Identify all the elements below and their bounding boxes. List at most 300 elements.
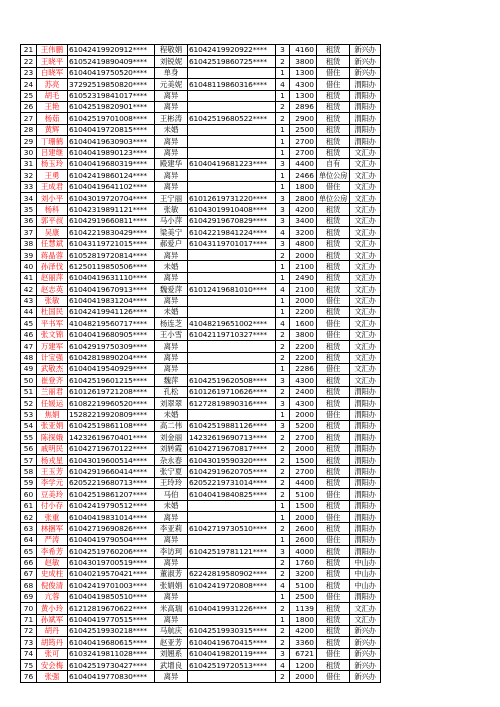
housing-type-cell: 租赁 <box>317 455 350 466</box>
amount-cell: 1300 <box>290 67 317 78</box>
applicant-name-cell: 苏亮 <box>37 79 68 90</box>
applicant-name-cell: 史成柱 <box>37 568 68 579</box>
row-number-cell: 55 <box>21 432 37 443</box>
spouse-name-cell: 刘翠翠 <box>155 398 188 409</box>
spouse-id-cell <box>188 181 276 192</box>
household-size-cell: 1 <box>276 363 290 374</box>
household-size-cell: 3 <box>276 648 290 659</box>
spouse-id-cell: 61043119701017**** <box>188 238 276 249</box>
spouse-id-cell: 61042219841224**** <box>188 227 276 238</box>
office-cell: 新兴办 <box>350 660 381 671</box>
spouse-id-cell: 61042119710327**** <box>188 329 276 340</box>
amount-cell: 4400 <box>290 477 317 488</box>
spouse-id-cell <box>188 534 276 545</box>
table-row <box>21 284 381 295</box>
housing-type-cell: 租赁 <box>317 215 350 226</box>
spouse-id-cell: 61043019910408**** <box>188 204 276 215</box>
office-cell: 渭阳办 <box>350 500 381 511</box>
spouse-name-cell: 离异 <box>155 272 188 283</box>
table-row <box>21 238 381 249</box>
applicant-name-cell: 王玉芳 <box>37 466 68 477</box>
applicant-id-cell: 61040419641102**** <box>68 181 155 192</box>
spouse-name-cell: 离异 <box>155 136 188 147</box>
office-cell: 渭阳办 <box>350 90 381 101</box>
table-row <box>21 329 381 340</box>
amount-cell: 4300 <box>290 398 317 409</box>
housing-type-cell: 借住 <box>317 591 350 602</box>
applicant-name-cell: 杨戎星 <box>37 455 68 466</box>
applicant-id-cell: 61052419890409**** <box>68 56 155 67</box>
row-number-cell: 67 <box>21 568 37 579</box>
housing-type-cell: 租赁 <box>317 580 350 591</box>
household-size-cell: 1 <box>276 147 290 158</box>
row-number-cell: 24 <box>21 79 37 90</box>
row-number-cell: 32 <box>21 170 37 181</box>
housing-type-cell: 租赁 <box>317 306 350 317</box>
applicant-id-cell: 14232619670401**** <box>68 432 155 443</box>
applicant-id-cell: 62052219680713**** <box>68 477 155 488</box>
applicant-id-cell: 61042519930218**** <box>68 625 155 636</box>
row-number-cell: 68 <box>21 580 37 591</box>
applicant-name-cell: 吴康 <box>37 227 68 238</box>
applicant-name-cell: 杨玉玲 <box>37 158 68 169</box>
spouse-name-cell: 离异 <box>155 534 188 545</box>
table-row <box>21 193 381 204</box>
amount-cell: 2700 <box>290 136 317 147</box>
spouse-name-cell: 刘锐妮 <box>155 56 188 67</box>
housing-type-cell: 租赁 <box>317 341 350 352</box>
spouse-name-cell: 离异 <box>155 147 188 158</box>
amount-cell: 1200 <box>290 660 317 671</box>
table-row <box>21 124 381 135</box>
household-size-cell: 4 <box>276 227 290 238</box>
household-size-cell: 2 <box>276 250 290 261</box>
row-number-cell: 36 <box>21 215 37 226</box>
office-cell: 渭阳办 <box>350 477 381 488</box>
office-cell: 新兴办 <box>350 625 381 636</box>
spouse-id-cell: 61042519620508**** <box>188 375 276 386</box>
applicant-name-cell: 孙斌军 <box>37 614 68 625</box>
applicant-id-cell: 61042519601215**** <box>68 375 155 386</box>
amount-cell: 2286 <box>290 363 317 374</box>
office-cell: 渭阳办 <box>350 124 381 135</box>
household-size-cell: 2 <box>276 637 290 648</box>
office-cell: 文汇办 <box>350 363 381 374</box>
applicant-id-cell: 41048219560717**** <box>68 318 155 329</box>
table-row <box>21 523 381 534</box>
row-number-cell: 65 <box>21 546 37 557</box>
spouse-id-cell: 61042919620705**** <box>188 466 276 477</box>
office-cell: 新兴办 <box>350 56 381 67</box>
housing-type-cell: 租赁 <box>317 398 350 409</box>
housing-type-cell: 借住 <box>317 534 350 545</box>
applicant-id-cell: 61042419860124**** <box>68 170 155 181</box>
table-row <box>21 534 381 545</box>
row-number-cell: 62 <box>21 512 37 523</box>
applicant-name-cell: 崔登齐 <box>37 375 68 386</box>
household-size-cell: 1 <box>276 90 290 101</box>
applicant-name-cell: 杜国民 <box>37 306 68 317</box>
applicant-name-cell: 白晓军 <box>37 67 68 78</box>
applicant-name-cell: 赵丽萍 <box>37 272 68 283</box>
office-cell: 渭阳办 <box>350 79 381 90</box>
housing-type-cell: 借住 <box>317 363 350 374</box>
applicant-name-cell: 赵敏 <box>37 557 68 568</box>
spouse-name-cell: 离异 <box>155 512 188 523</box>
housing-type-cell: 租赁 <box>317 546 350 557</box>
housing-type-cell: 租赁 <box>317 238 350 249</box>
spouse-id-cell <box>188 170 276 181</box>
household-size-cell: 1 <box>276 591 290 602</box>
table-row <box>21 466 381 477</box>
applicant-id-cell: 61040419631110**** <box>68 272 155 283</box>
applicant-name-cell: 兰丽君 <box>37 386 68 397</box>
spouse-name-cell: 离异 <box>155 295 188 306</box>
applicant-id-cell: 61042519820901**** <box>68 101 155 112</box>
office-cell: 文汇办 <box>350 261 381 272</box>
amount-cell: 2700 <box>290 147 317 158</box>
spouse-name-cell: 单身 <box>155 67 188 78</box>
applicant-name-cell: 胡筠丹 <box>37 637 68 648</box>
housing-applicant-table <box>20 44 381 683</box>
spouse-name-cell: 元美妮 <box>155 79 188 90</box>
row-number-cell: 73 <box>21 637 37 648</box>
spouse-id-cell: 61012619710626**** <box>188 386 276 397</box>
applicant-name-cell: 黄小玲 <box>37 603 68 614</box>
spouse-name-cell: 张宁夏 <box>155 466 188 477</box>
applicant-id-cell: 61042319891121**** <box>68 204 155 215</box>
applicant-id-cell: 61042919660811**** <box>68 215 155 226</box>
spouse-name-cell: 郝爱户 <box>155 238 188 249</box>
applicant-name-cell: 焦娟 <box>37 409 68 420</box>
housing-type-cell: 借住 <box>317 295 350 306</box>
spouse-id-cell <box>188 500 276 511</box>
applicant-id-cell: 61042219830429**** <box>68 227 155 238</box>
applicant-name-cell: 张重 <box>37 512 68 523</box>
applicant-name-cell: 张可 <box>37 648 68 659</box>
household-size-cell: 1 <box>276 409 290 420</box>
spouse-name-cell: 离异 <box>155 181 188 192</box>
housing-type-cell: 借住 <box>317 671 350 682</box>
table-row <box>21 386 381 397</box>
applicant-name-cell: 任慧斌 <box>37 238 68 249</box>
office-cell: 文汇办 <box>350 614 381 625</box>
table-row <box>21 591 381 602</box>
applicant-id-cell: 61040419720815**** <box>68 124 155 135</box>
row-number-cell: 57 <box>21 455 37 466</box>
row-number-cell: 45 <box>21 318 37 329</box>
spouse-id-cell <box>188 101 276 112</box>
row-number-cell: 42 <box>21 284 37 295</box>
table-row <box>21 432 381 443</box>
row-number-cell: 66 <box>21 557 37 568</box>
spouse-id-cell <box>188 272 276 283</box>
table-row <box>21 546 381 557</box>
spouse-name-cell: 王彬涛 <box>155 113 188 124</box>
spouse-name-cell: 刘转霞 <box>155 443 188 454</box>
housing-type-cell: 租赁 <box>317 603 350 614</box>
applicant-id-cell: 61082219960520**** <box>68 398 155 409</box>
household-size-cell: 2 <box>276 329 290 340</box>
household-size-cell: 1 <box>276 136 290 147</box>
spouse-id-cell: 61040419931226**** <box>188 603 276 614</box>
spouse-id-cell: 61272819890316**** <box>188 398 276 409</box>
household-size-cell: 2 <box>276 352 290 363</box>
household-size-cell: 1 <box>276 67 290 78</box>
housing-type-cell: 租赁 <box>317 124 350 135</box>
applicant-name-cell: 丁珊鹤 <box>37 136 68 147</box>
housing-type-cell: 租赁 <box>317 443 350 454</box>
housing-type-cell: 租赁 <box>317 625 350 636</box>
amount-cell: 2500 <box>290 124 317 135</box>
row-number-cell: 27 <box>21 113 37 124</box>
spouse-name-cell: 高二伟 <box>155 420 188 431</box>
row-number-cell: 44 <box>21 306 37 317</box>
spouse-name-cell: 魏爱萍 <box>155 284 188 295</box>
applicant-name-cell: 郭平叔 <box>37 215 68 226</box>
table-row <box>21 614 381 625</box>
table-row <box>21 580 381 591</box>
amount-cell: 3200 <box>290 227 317 238</box>
table-row <box>21 671 381 682</box>
table-row <box>21 489 381 500</box>
amount-cell: 4200 <box>290 204 317 215</box>
household-size-cell: 2 <box>276 671 290 682</box>
table-row <box>21 272 381 283</box>
office-cell: 新兴办 <box>350 45 381 56</box>
applicant-name-cell: 计宝强 <box>37 352 68 363</box>
applicant-id-cell: 61012619721208**** <box>68 386 155 397</box>
row-number-cell: 40 <box>21 261 37 272</box>
office-cell: 文汇办 <box>350 238 381 249</box>
applicant-id-cell: 61042519701008**** <box>68 113 155 124</box>
household-size-cell: 3 <box>276 45 290 56</box>
housing-type-cell: 借住 <box>317 489 350 500</box>
amount-cell: 5100 <box>290 580 317 591</box>
table-row <box>21 45 381 56</box>
office-cell: 文汇办 <box>350 375 381 386</box>
spouse-name-cell: 未婚 <box>155 261 188 272</box>
applicant-name-cell: 豆美玲 <box>37 489 68 500</box>
housing-type-cell: 租赁 <box>317 136 350 147</box>
household-size-cell: 2 <box>276 455 290 466</box>
table-row <box>21 648 381 659</box>
housing-type-cell: 租赁 <box>317 204 350 215</box>
spouse-id-cell: 61040419670415**** <box>188 637 276 648</box>
table-row <box>21 660 381 671</box>
spouse-id-cell <box>188 352 276 363</box>
office-cell: 渭阳办 <box>350 591 381 602</box>
row-number-cell: 21 <box>21 45 37 56</box>
housing-type-cell: 租赁 <box>317 90 350 101</box>
row-number-cell: 61 <box>21 500 37 511</box>
row-number-cell: 74 <box>21 648 37 659</box>
spouse-name-cell: 离异 <box>155 90 188 101</box>
table-row <box>21 67 381 78</box>
applicant-name-cell: 李学元 <box>37 477 68 488</box>
office-cell: 渭阳办 <box>350 443 381 454</box>
housing-type-cell: 租赁 <box>317 272 350 283</box>
row-number-cell: 60 <box>21 489 37 500</box>
spouse-id-cell <box>188 136 276 147</box>
applicant-name-cell: 王成君 <box>37 181 68 192</box>
office-cell: 文汇办 <box>350 318 381 329</box>
applicant-name-cell: 张文锦 <box>37 329 68 340</box>
spouse-id-cell: 61042519860725**** <box>188 56 276 67</box>
housing-type-cell: 租赁 <box>317 45 350 56</box>
spouse-name-cell: 董淑芳 <box>155 568 188 579</box>
office-cell: 渭阳办 <box>350 455 381 466</box>
row-number-cell: 37 <box>21 227 37 238</box>
applicant-id-cell: 61040419850510**** <box>68 591 155 602</box>
table-row <box>21 136 381 147</box>
amount-cell: 2100 <box>290 284 317 295</box>
amount-cell: 4200 <box>290 625 317 636</box>
amount-cell: 2500 <box>290 591 317 602</box>
office-cell: 文汇办 <box>350 158 381 169</box>
household-size-cell: 2 <box>276 557 290 568</box>
household-size-cell: 3 <box>276 204 290 215</box>
table-row <box>21 375 381 386</box>
amount-cell: 2800 <box>290 193 317 204</box>
office-cell: 文汇办 <box>350 227 381 238</box>
table-row <box>21 158 381 169</box>
amount-cell: 2700 <box>290 466 317 477</box>
spouse-id-cell: 61042719730510**** <box>188 523 276 534</box>
table-row <box>21 443 381 454</box>
amount-cell: 3800 <box>290 56 317 67</box>
table-row <box>21 637 381 648</box>
row-number-cell: 28 <box>21 124 37 135</box>
spouse-id-cell: 61042519781121**** <box>188 546 276 557</box>
spouse-name-cell: 离异 <box>155 614 188 625</box>
applicant-name-cell: 吕建继 <box>37 147 68 158</box>
amount-cell: 2600 <box>290 523 317 534</box>
household-size-cell: 2 <box>276 625 290 636</box>
row-number-cell: 47 <box>21 341 37 352</box>
table-row <box>21 420 381 431</box>
household-size-cell: 4 <box>276 284 290 295</box>
spouse-name-cell: 刘金丽 <box>155 432 188 443</box>
household-size-cell: 2 <box>276 568 290 579</box>
household-size-cell: 2 <box>276 489 290 500</box>
row-number-cell: 38 <box>21 238 37 249</box>
table-row <box>21 341 381 352</box>
household-size-cell: 1 <box>276 512 290 523</box>
amount-cell: 2000 <box>290 512 317 523</box>
housing-type-cell: 租赁 <box>317 477 350 488</box>
amount-cell: 4300 <box>290 375 317 386</box>
spouse-id-cell <box>188 341 276 352</box>
spouse-id-cell <box>188 306 276 317</box>
spouse-id-cell <box>188 295 276 306</box>
row-number-cell: 43 <box>21 295 37 306</box>
table-row <box>21 318 381 329</box>
table-row <box>21 113 381 124</box>
household-size-cell: 3 <box>276 238 290 249</box>
amount-cell: 2100 <box>290 261 317 272</box>
office-cell: 新兴办 <box>350 67 381 78</box>
row-number-cell: 52 <box>21 398 37 409</box>
amount-cell: 1600 <box>290 318 317 329</box>
amount-cell: 4160 <box>290 45 317 56</box>
office-cell: 文汇办 <box>350 147 381 158</box>
housing-type-cell: 租赁 <box>317 352 350 363</box>
housing-type-cell: 租赁 <box>317 386 350 397</box>
spouse-id-cell <box>188 90 276 101</box>
spouse-name-cell: 王宁丽 <box>155 193 188 204</box>
amount-cell: 2200 <box>290 306 317 317</box>
spouse-name-cell: 离异 <box>155 671 188 682</box>
spouse-id-cell <box>188 363 276 374</box>
housing-type-cell: 租赁 <box>317 261 350 272</box>
amount-cell: 2400 <box>290 386 317 397</box>
household-size-cell: 1 <box>276 614 290 625</box>
household-size-cell: 3 <box>276 193 290 204</box>
housing-type-cell: 租赁 <box>317 147 350 158</box>
office-cell: 渭阳办 <box>350 398 381 409</box>
household-size-cell: 2 <box>276 113 290 124</box>
household-size-cell: 3 <box>276 158 290 169</box>
household-size-cell: 1 <box>276 272 290 283</box>
applicant-id-cell: 61040419770515**** <box>68 614 155 625</box>
spouse-name-cell: 离异 <box>155 591 188 602</box>
applicant-name-cell: 胡毛 <box>37 90 68 101</box>
spouse-id-cell: 61042919670829**** <box>188 215 276 226</box>
housing-type-cell: 自有 <box>317 158 350 169</box>
housing-type-cell: 租赁 <box>317 614 350 625</box>
applicant-id-cell: 61043119721015**** <box>68 238 155 249</box>
spouse-id-cell: 61012619731220**** <box>188 193 276 204</box>
table-row <box>21 363 381 374</box>
applicant-name-cell: 王晓平 <box>37 56 68 67</box>
amount-cell: 1500 <box>290 500 317 511</box>
spouse-id-cell <box>188 261 276 272</box>
applicant-id-cell: 61040419680319**** <box>68 158 155 169</box>
applicant-id-cell: 61043019720704**** <box>68 193 155 204</box>
amount-cell: 2000 <box>290 671 317 682</box>
applicant-id-cell: 61212819670622**** <box>68 603 155 614</box>
spouse-name-cell: 张娟娟 <box>155 580 188 591</box>
spouse-name-cell: 马伯 <box>155 489 188 500</box>
spouse-id-cell: 61012419681010**** <box>188 284 276 295</box>
office-cell: 中山办 <box>350 557 381 568</box>
spouse-id-cell: 61042419920922**** <box>188 45 276 56</box>
applicant-id-cell: 61043019700519**** <box>68 557 155 568</box>
applicant-name-cell: 陈探娥 <box>37 432 68 443</box>
spouse-id-cell: 61043019590320**** <box>188 455 276 466</box>
amount-cell: 4800 <box>290 238 317 249</box>
spouse-id-cell: 61042419720808**** <box>188 580 276 591</box>
table-row <box>21 56 381 67</box>
spouse-id-cell: 61042519680522**** <box>188 113 276 124</box>
spouse-name-cell: 马小萍 <box>155 215 188 226</box>
office-cell: 文汇办 <box>350 170 381 181</box>
spouse-id-cell: 61040419820119**** <box>188 648 276 659</box>
row-number-cell: 54 <box>21 420 37 431</box>
table-row <box>21 101 381 112</box>
household-size-cell: 1 <box>276 306 290 317</box>
applicant-id-cell: 61042519760206**** <box>68 546 155 557</box>
applicant-id-cell: 61250119850506**** <box>68 261 155 272</box>
spouse-name-cell: 张敏 <box>155 204 188 215</box>
row-number-cell: 75 <box>21 660 37 671</box>
housing-type-cell: 租赁 <box>317 432 350 443</box>
applicant-name-cell: 胡丹 <box>37 625 68 636</box>
applicant-name-cell: 张强 <box>37 671 68 682</box>
row-number-cell: 56 <box>21 443 37 454</box>
housing-type-cell: 单位公房 <box>317 193 350 204</box>
